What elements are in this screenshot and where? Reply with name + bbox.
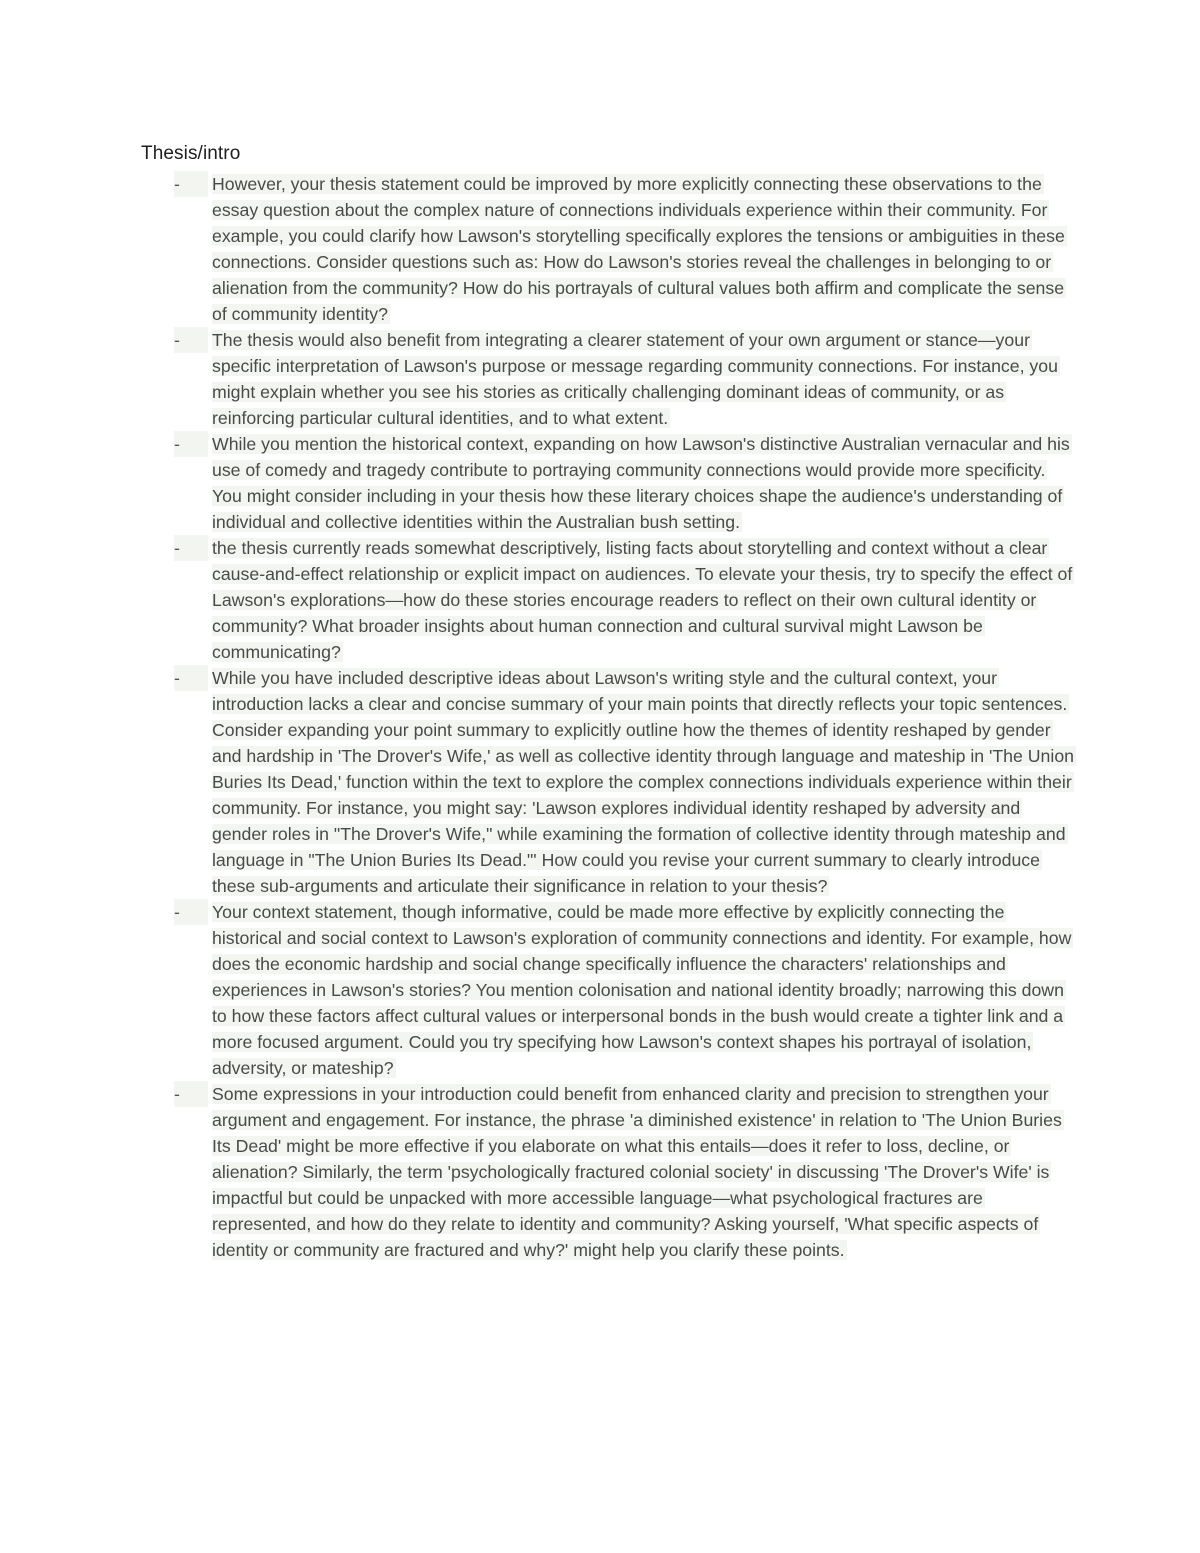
feedback-item — [174, 431, 1074, 535]
bullet-dash: - — [174, 171, 208, 197]
bullet-dash: - — [174, 327, 208, 353]
feedback-item — [174, 1081, 1074, 1263]
feedback-text: While you mention the historical context, expanding on how Lawson's distinctive Australian vernacular and his use of comedy and tragedy contribute to portraying community connections would provide more specificity. You might consider including in your thesis how these literary choices shape the audience's understanding of individual and collective identities within the Australian bush setting. — [212, 434, 1070, 532]
feedback-item — [174, 899, 1074, 1081]
feedback-text: Some expressions in your introduction could benefit from enhanced clarity and precision to strengthen your argument and engagement. For instance, the phrase 'a diminished existence' in relation to 'The Union Buries Its Dead' might be more effective if you elaborate on what this entails—does it refer to loss, decline, or alienation? Similarly, the term 'psychologically fractured colonial society' in discussing 'The Drover's Wife' is impactful but could be unpacked with more accessible language—what psychological fractures are represented, and how do they relate to identity and community? Asking yourself, 'What specific aspects of identity or community are fractured and why?' might help you clarify these points. — [212, 1084, 1062, 1260]
bullet-dash: - — [174, 665, 208, 691]
bullet-dash: - — [174, 1081, 208, 1107]
feedback-item — [174, 171, 1074, 327]
feedback-text: Your context statement, though informative, could be made more effective by explicitly connecting the historical and social context to Lawson's exploration of community connections and identity. For example, how does the economic hardship and social change specifically influence the characters' relationships and experiences in Lawson's stories? You mention colonisation and national identity broadly; narrowing this down to how these factors affect cultural values or interpersonal bonds in the bush would create a tighter link and a more focused argument. Could you try specifying how Lawson's context shapes his portrayal of isolation, adversity, or mateship? — [212, 902, 1072, 1078]
bullet-dash: - — [174, 431, 208, 457]
section-heading: Thesis/intro — [141, 143, 241, 164]
bullet-dash: - — [174, 899, 208, 925]
feedback-text: the thesis currently reads somewhat descriptively, listing facts about storytelling and context without a clear cause-and-effect relationship or explicit impact on audiences. To elevate your thesis, try to specify the effect of Lawson's explorations—how do these stories encourage readers to reflect on their own cultural identity or community? What broader insights about human connection and cultural survival might Lawson be communicating? — [212, 538, 1073, 662]
feedback-item — [174, 327, 1074, 431]
feedback-item — [174, 665, 1074, 899]
feedback-text: However, your thesis statement could be improved by more explicitly connecting these observations to the essay question about the complex nature of connections individuals experience within their community. For example, you could clarify how Lawson's storytelling specifically explores the tensions or ambiguities in these connections. Consider questions such as: How do Lawson's stories reveal the challenges in belonging to or alienation from the community? How do his portrayals of cultural values both affirm and complicate the sense of community identity? — [212, 174, 1065, 324]
feedback-text: The thesis would also benefit from integrating a clearer statement of your own argument or stance—your specific interpretation of Lawson's purpose or message regarding community connections. For instance, you might explain whether you see his stories as critically challenging dominant ideas of community, or as reinforcing particular cultural identities, and to what extent. — [212, 330, 1058, 428]
feedback-item — [174, 535, 1074, 665]
bullet-dash: - — [174, 535, 208, 561]
feedback-list — [174, 171, 1074, 1263]
feedback-text: While you have included descriptive ideas about Lawson's writing style and the cultural context, your introduction lacks a clear and concise summary of your main points that directly reflects your topic sentences. Consider expanding your point summary to explicitly outline how the themes of identity reshaped by gender and hardship in 'The Drover's Wife,' as well as collective identity through language and mateship in 'The Union Buries Its Dead,' function within the text to explore the complex connections individuals experience within their community. For instance, you might say: 'Lawson explores individual identity reshaped by adversity and gender roles in "The Drover's Wife," while examining the formation of collective identity through mateship and language in "The Union Buries Its Dead."' How could you revise your current summary to clearly introduce these sub-arguments and articulate their significance in relation to your thesis? — [212, 668, 1074, 896]
